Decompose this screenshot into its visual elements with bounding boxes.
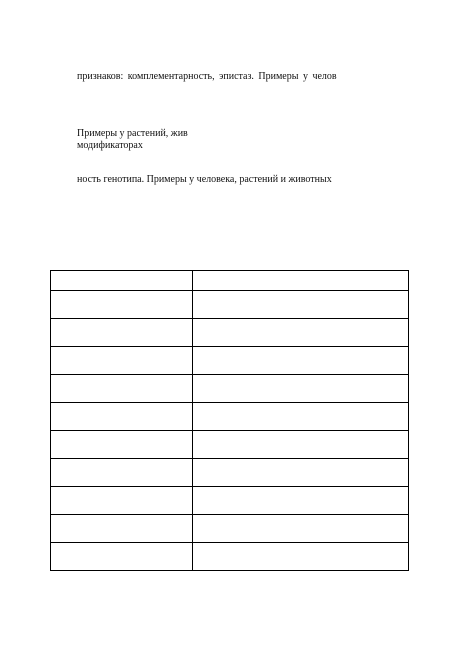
table-row bbox=[51, 271, 409, 291]
table-cell bbox=[193, 375, 409, 403]
table-cell bbox=[193, 271, 409, 291]
table-cell bbox=[51, 347, 193, 375]
table-cell bbox=[51, 271, 193, 291]
table-cell bbox=[193, 291, 409, 319]
table-cell bbox=[51, 515, 193, 543]
text-line-modifiers: модификаторах bbox=[77, 140, 143, 151]
table-row bbox=[51, 515, 409, 543]
table-cell bbox=[193, 347, 409, 375]
table-cell bbox=[51, 319, 193, 347]
table-cell bbox=[193, 487, 409, 515]
table-cell bbox=[193, 319, 409, 347]
table-cell bbox=[193, 543, 409, 571]
table-cell bbox=[193, 459, 409, 487]
table-cell bbox=[51, 403, 193, 431]
table-row bbox=[51, 459, 409, 487]
table-row bbox=[51, 375, 409, 403]
table-cell bbox=[51, 431, 193, 459]
table-row bbox=[51, 291, 409, 319]
text-line-traits: признаков: комплементарность, эпистаз. Примеры у челов bbox=[77, 71, 337, 82]
table-row bbox=[51, 487, 409, 515]
empty-table bbox=[50, 270, 409, 571]
table-cell bbox=[51, 487, 193, 515]
table-row bbox=[51, 403, 409, 431]
table-cell bbox=[51, 291, 193, 319]
table-cell bbox=[51, 459, 193, 487]
table-cell bbox=[193, 431, 409, 459]
text-line-examples: Примеры у растений, жив bbox=[77, 128, 188, 139]
table-row bbox=[51, 543, 409, 571]
table-row bbox=[51, 319, 409, 347]
table-row bbox=[51, 431, 409, 459]
table-cell bbox=[193, 515, 409, 543]
table-cell bbox=[51, 375, 193, 403]
table-cell bbox=[51, 543, 193, 571]
table-cell bbox=[193, 403, 409, 431]
text-line-genotype: ность генотипа. Примеры у человека, растений и животных bbox=[77, 174, 332, 185]
table-row bbox=[51, 347, 409, 375]
table-body bbox=[51, 271, 409, 571]
